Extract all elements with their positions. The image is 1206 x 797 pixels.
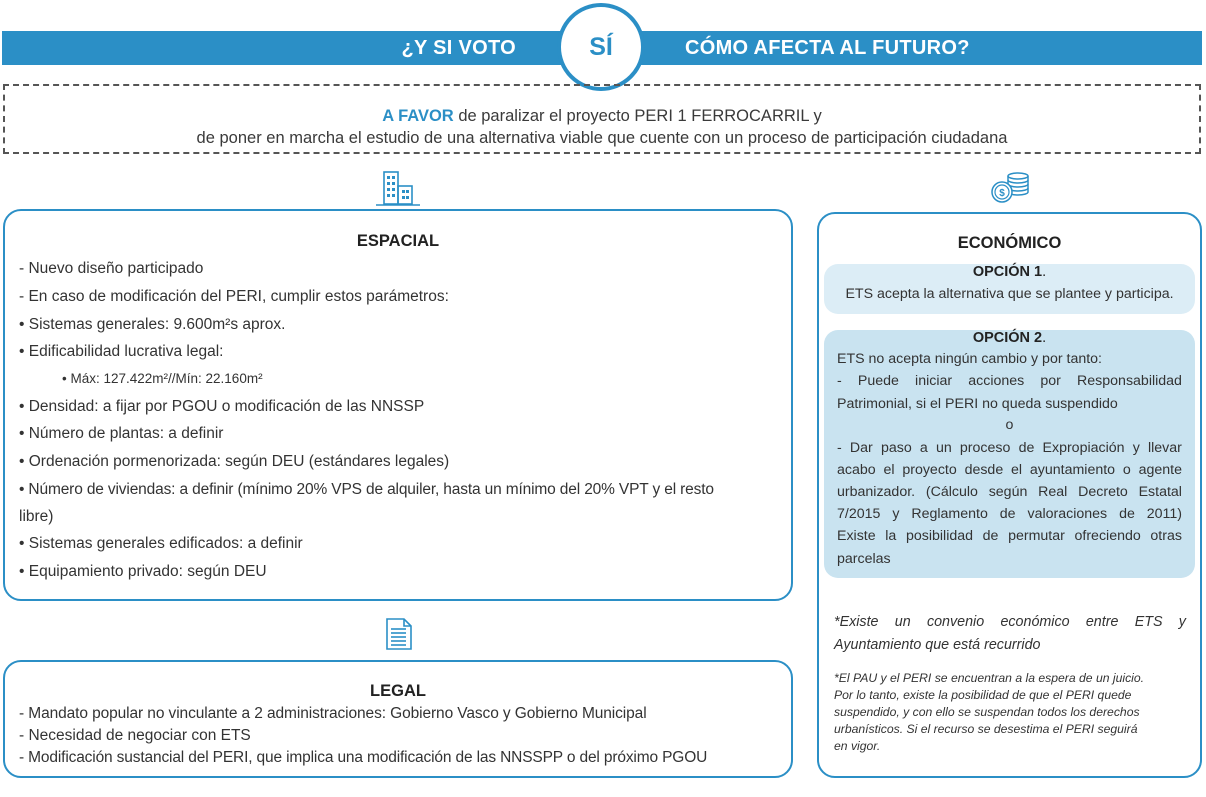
legal-item: - Necesidad de negociar con ETS xyxy=(19,727,251,744)
economico-title: ECONÓMICO xyxy=(957,234,1062,252)
espacial-title: ESPACIAL xyxy=(356,232,440,250)
espacial-item: • Ordenación pormenorizada: según DEU (estándares legales) xyxy=(19,453,450,470)
vote-circle-text: SÍ xyxy=(589,32,613,61)
option-2-line: - Dar paso a un proceso de Expropiación y llevar xyxy=(837,440,1182,456)
option-2-line: ETS no acepta ningún cambio y por tanto: xyxy=(837,351,1102,367)
espacial-item: • Número de plantas: a definir xyxy=(19,425,224,442)
legal-title: LEGAL xyxy=(370,682,426,700)
option-2-line: Existe la posibilidad de permutar ofreciendo otras xyxy=(837,528,1182,544)
favor-line-2: de poner en marcha el estudio de una alternativa viable que cuente con un proceso de participación ciudadana xyxy=(196,129,1008,147)
option-2-title: OPCIÓN 2. xyxy=(972,330,1047,346)
espacial-item: • Densidad: a fijar por PGOU o modificación de las NNSSP xyxy=(19,398,425,415)
coins-icon xyxy=(988,170,1032,204)
espacial-item: libre) xyxy=(19,508,54,525)
espacial-item: • Sistemas generales: 9.600m²s aprox. xyxy=(19,316,286,333)
espacial-item: • Número de viviendas: a definir (mínimo 20% VPS de alquiler, hasta un mínimo del 20% VPT y el resto xyxy=(19,481,714,498)
legal-item: - Modificación sustancial del PERI, que implica una modificación de las NNSSPP o del próximo PGOU xyxy=(19,749,708,766)
favor-line-1 xyxy=(5,105,1199,127)
header-left-text: ¿Y SI VOTO xyxy=(401,37,516,59)
option-2-line: Patrimonial, si el PERI no queda suspendido xyxy=(837,396,1118,412)
option-1-title: OPCIÓN 1. xyxy=(972,264,1047,280)
option-2-line: - Puede iniciar acciones por Responsabilidad xyxy=(837,373,1182,389)
espacial-item: • Sistemas generales edificados: a definir xyxy=(19,535,303,552)
espacial-item: - Nuevo diseño participado xyxy=(19,260,204,277)
svg-text:$: $ xyxy=(999,188,1005,199)
option-2-line: parcelas xyxy=(837,551,891,567)
espacial-item: - En caso de modificación del PERI, cumplir estos parámetros: xyxy=(19,288,449,305)
favor-statement-box xyxy=(3,84,1201,154)
espacial-item: • Edificabilidad lucrativa legal: xyxy=(19,343,224,360)
document-icon xyxy=(385,617,413,651)
header-right-text: CÓMO AFECTA AL FUTURO? xyxy=(685,37,970,59)
note-juicio: *El PAU y el PERI se encuentran a la espera de un juicio. Por lo tanto, existe la posibilidad de que el PERI quede suspendido, y con ello se suspendan todos los derechos urbanísticos. Si el recurso se desestima el PERI seguirá en vigor. xyxy=(834,671,1145,753)
espacial-item: • Máx: 127.422m²//Mín: 22.160m² xyxy=(62,371,263,386)
option-1-text: ETS acepta la alternativa que se plantee y participa. xyxy=(845,286,1174,302)
building-icon xyxy=(374,170,422,208)
espacial-item: • Equipamiento privado: según DEU xyxy=(19,563,267,580)
vote-circle xyxy=(557,3,645,91)
option-2-line: urbanizador. (Cálculo según Real Decreto Estatal xyxy=(837,484,1182,500)
note-convenio-line: *Existe un convenio económico entre ETS y xyxy=(834,614,1186,630)
favor-line-1-rest: de paralizar el proyecto PERI 1 FERROCARRIL y xyxy=(453,107,822,125)
legal-item: - Mandato popular no vinculante a 2 administraciones: Gobierno Vasco y Gobierno Municipal xyxy=(19,705,647,722)
option-2-line: o xyxy=(1005,417,1014,433)
favor-highlight: A FAVOR xyxy=(382,107,454,125)
option-2-line: 7/2015 y Reglamento de valoraciones de 2011) xyxy=(837,506,1182,522)
option-2-line: acabo el proyecto desde el ayuntamiento o agente xyxy=(837,462,1182,478)
note-convenio-line: Ayuntamiento que está recurrido xyxy=(834,637,1041,653)
